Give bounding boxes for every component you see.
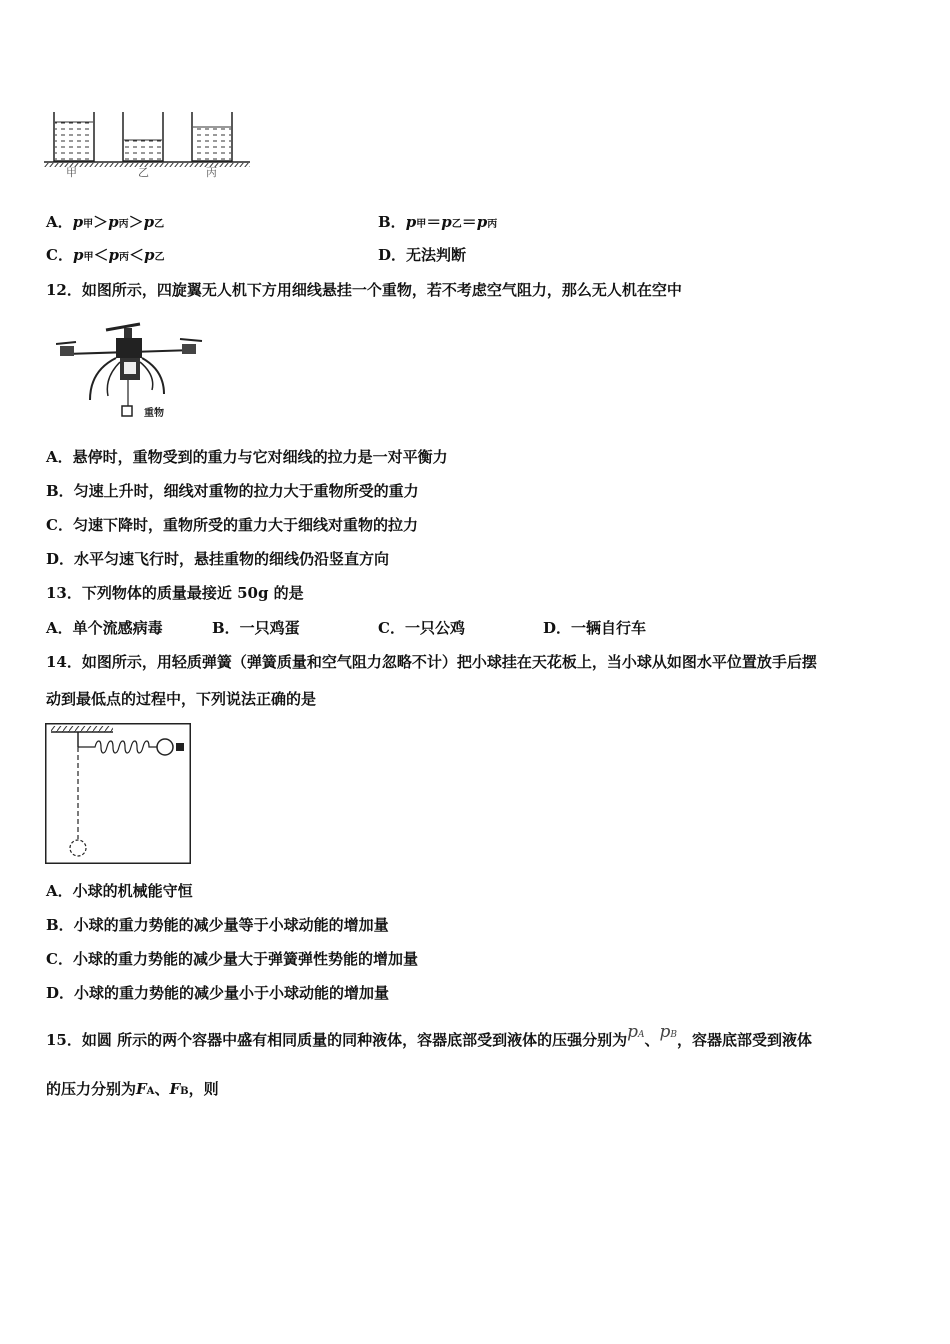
q13-option-b[interactable]: B．一只鸡蛋: [212, 619, 300, 637]
beaker-bing: [192, 112, 232, 161]
q15-stem-line1: 15．如圆 所示的两个容器中盛有相同质量的同种液体，容器底部受到液体的压强分别为pA、pB，容器底部受到液体: [46, 1022, 813, 1049]
q13-option-d[interactable]: D．一辆自行车: [543, 619, 647, 637]
beakers-figure: [44, 108, 254, 178]
beaker-yi: [123, 112, 163, 161]
symbol-pa: pA: [627, 1022, 645, 1042]
q14-stem-line1: 14．如图所示，用轻质弹簧（弹簧质量和空气阻力忽略不计）把小球挂在天花板上，当小球从如图水平位置放手后摆: [46, 653, 817, 671]
q11-option-b[interactable]: B．p甲＝p乙＝p丙: [378, 213, 498, 231]
q12-option-b[interactable]: B．匀速上升时，细线对重物的拉力大于重物所受的重力: [46, 482, 419, 500]
drone-figure: [56, 322, 206, 422]
q11-option-a[interactable]: A．p甲＞p丙＞p乙: [46, 213, 165, 231]
q12-stem: 12．如图所示，四旋翼无人机下方用细线悬挂一个重物，若不考虑空气阻力，那么无人机在空中: [46, 281, 682, 299]
weight-label: 重物: [144, 408, 164, 419]
q11-option-d[interactable]: D．无法判断: [378, 246, 467, 264]
q14-option-a[interactable]: A．小球的机械能守恒: [46, 882, 193, 900]
q12-option-c[interactable]: C．匀速下降时，重物所受的重力大于细线对重物的拉力: [46, 516, 418, 534]
spring: [78, 741, 157, 753]
q12-option-a[interactable]: A．悬停时，重物受到的重力与它对细线的拉力是一对平衡力: [46, 448, 448, 466]
q12-option-d[interactable]: D．水平匀速飞行时，悬挂重物的细线仍沿竖直方向: [46, 550, 390, 568]
beaker-jia: [54, 112, 94, 161]
q11-option-c[interactable]: C．p甲＜p丙＜p乙: [46, 246, 165, 264]
q14-option-b[interactable]: B．小球的重力势能的减少量等于小球动能的增加量: [46, 916, 389, 934]
symbol-pb: pB: [659, 1022, 678, 1042]
label-bing: 丙: [206, 166, 217, 178]
q13-stem: 13．下列物体的质量最接近 50g 的是: [46, 584, 304, 602]
q13-option-a[interactable]: A．单个流感病毒: [46, 619, 163, 637]
ball-end: [70, 840, 86, 856]
q14-stem-line2: 动到最低点的过程中，下列说法正确的是: [46, 690, 317, 708]
q14-option-c[interactable]: C．小球的重力势能的减少量大于弹簧弹性势能的增加量: [46, 950, 418, 968]
ceiling: [51, 726, 113, 732]
ball-start: [157, 739, 173, 755]
label-jia: 甲: [66, 166, 77, 178]
label-yi: 乙: [138, 166, 149, 178]
q13-option-c[interactable]: C．一只公鸡: [378, 619, 465, 637]
q15-stem-line2: 的压力分别为FA、FB，则: [46, 1080, 219, 1098]
q14-option-d[interactable]: D．小球的重力势能的减少量小于小球动能的增加量: [46, 984, 390, 1002]
spring-figure: [45, 723, 191, 864]
